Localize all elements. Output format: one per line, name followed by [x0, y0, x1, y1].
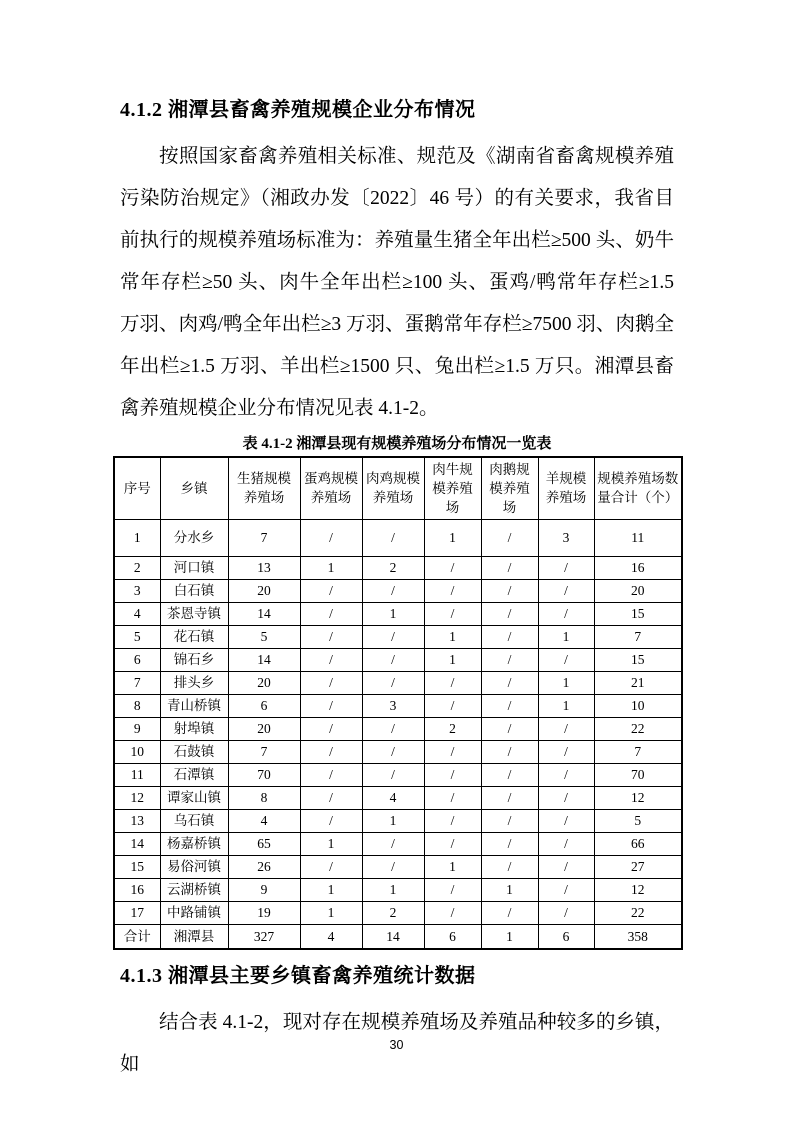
table-cell: /	[538, 648, 594, 671]
table-cell: /	[481, 809, 538, 832]
table-cell: 22	[594, 717, 682, 740]
section-heading-413: 4.1.3 湘潭县主要乡镇畜禽养殖统计数据	[120, 965, 476, 987]
table-cell: /	[481, 740, 538, 763]
table-cell: /	[481, 763, 538, 786]
table-row	[114, 924, 682, 949]
header-sheep-farms: 羊规模养殖场	[538, 457, 594, 519]
table-cell: /	[481, 786, 538, 809]
header-broiler-farms: 肉鸡规模养殖场	[362, 457, 424, 519]
table-cell: 27	[594, 855, 682, 878]
table-cell: /	[300, 763, 362, 786]
table-cell: /	[538, 855, 594, 878]
header-township: 乡镇	[160, 457, 228, 519]
table-cell: 65	[228, 832, 300, 855]
table-cell: 1	[424, 519, 481, 556]
table-cell: 11	[114, 763, 160, 786]
table-row	[114, 740, 682, 763]
table-cell: 12	[594, 786, 682, 809]
table-cell: 16	[114, 878, 160, 901]
table-cell: 2	[424, 717, 481, 740]
table-cell: 6	[228, 694, 300, 717]
table-cell: /	[300, 602, 362, 625]
table-cell: 3	[114, 579, 160, 602]
table-cell: /	[424, 878, 481, 901]
table-cell: /	[424, 602, 481, 625]
table-cell: /	[362, 740, 424, 763]
table-cell: /	[362, 519, 424, 556]
table-cell: 5	[594, 809, 682, 832]
table-cell: 17	[114, 901, 160, 924]
table-cell: /	[481, 855, 538, 878]
table-cell: /	[424, 832, 481, 855]
table-cell: 1	[300, 832, 362, 855]
table-cell: 易俗河镇	[160, 855, 228, 878]
table-cell: /	[538, 763, 594, 786]
table-cell: 14	[228, 648, 300, 671]
table-cell: /	[481, 671, 538, 694]
table-cell: /	[300, 786, 362, 809]
table-cell: /	[538, 809, 594, 832]
table-cell: 70	[594, 763, 682, 786]
table-cell: 3	[538, 519, 594, 556]
table-cell: 白石镇	[160, 579, 228, 602]
table-cell: 花石镇	[160, 625, 228, 648]
table-cell: /	[362, 763, 424, 786]
table-cell: 4	[300, 924, 362, 949]
table-cell: 合计	[114, 924, 160, 949]
table-cell: 66	[594, 832, 682, 855]
table-caption: 表 4.1-2 湘潭县现有规模养殖场分布情况一览表	[242, 436, 552, 452]
table-cell: 4	[228, 809, 300, 832]
table-cell: 1	[481, 924, 538, 949]
page-content	[120, 96, 679, 1086]
table-row	[114, 519, 682, 556]
table-cell: 15	[114, 855, 160, 878]
section-412-paragraph: 按照国家畜禽养殖相关标准、规范及《湖南省畜禽规模养殖污染防治规定》（湘政办发〔2022〕46 号）的有关要求，我省目前执行的规模养殖场标准为：养殖量生猪全年出栏≥500 头、奶牛常年存栏≥50 头、肉牛全年出栏≥100 头、蛋鸡/鸭常年存栏≥1.5 万羽、肉鸡/鸭全年出栏≥3 万羽、蛋鹅常年存栏≥7500 羽、肉鹅全年出栏≥1.5 万羽、羊出栏≥1500 只、兔出栏≥1.5 万只。湘潭县畜禽养殖规模企业分布情况见表 4.1-2。	[120, 146, 674, 419]
table-row	[114, 832, 682, 855]
table-cell: 茶恩寺镇	[160, 602, 228, 625]
table-cell: /	[481, 579, 538, 602]
table-cell: /	[481, 602, 538, 625]
table-row	[114, 648, 682, 671]
table-cell: /	[300, 648, 362, 671]
table-row	[114, 878, 682, 901]
table-cell: 2	[114, 556, 160, 579]
table-body	[114, 519, 682, 949]
page-number: 30	[389, 1038, 404, 1052]
table-cell: 13	[114, 809, 160, 832]
table-row	[114, 809, 682, 832]
table-cell: 14	[114, 832, 160, 855]
table-cell: /	[481, 625, 538, 648]
table-cell: 石鼓镇	[160, 740, 228, 763]
table-cell: /	[362, 648, 424, 671]
table-cell: 7	[594, 740, 682, 763]
table-cell: 11	[594, 519, 682, 556]
table-cell: /	[300, 671, 362, 694]
table-cell: 谭家山镇	[160, 786, 228, 809]
table-cell: 13	[228, 556, 300, 579]
table-cell: /	[538, 579, 594, 602]
table-cell: /	[538, 717, 594, 740]
table-cell: /	[424, 763, 481, 786]
table-cell: 7	[228, 519, 300, 556]
table-row	[114, 671, 682, 694]
table-cell: 9	[114, 717, 160, 740]
header-index: 序号	[114, 457, 160, 519]
table-cell: 4	[362, 786, 424, 809]
table-cell: 8	[114, 694, 160, 717]
table-row	[114, 556, 682, 579]
table-cell: 358	[594, 924, 682, 949]
table-cell: /	[424, 901, 481, 924]
header-goose-farms: 肉鹅规模养殖场	[481, 457, 538, 519]
table-cell: /	[424, 671, 481, 694]
table-cell: 3	[362, 694, 424, 717]
table-cell: 1	[114, 519, 160, 556]
table-cell: /	[300, 694, 362, 717]
table-cell: 1	[362, 878, 424, 901]
table-cell: 16	[594, 556, 682, 579]
table-cell: 排头乡	[160, 671, 228, 694]
table-cell: /	[362, 625, 424, 648]
table-cell: /	[300, 717, 362, 740]
table-cell: 1	[538, 671, 594, 694]
table-cell: 4	[114, 602, 160, 625]
table-cell: 1	[300, 556, 362, 579]
table-cell: 14	[228, 602, 300, 625]
table-cell: /	[538, 878, 594, 901]
table-cell: 70	[228, 763, 300, 786]
table-cell: /	[424, 579, 481, 602]
table-cell: 射埠镇	[160, 717, 228, 740]
table-cell: 6	[114, 648, 160, 671]
table-cell: 6	[424, 924, 481, 949]
header-total-count: 规模养殖场数量合计（个）	[594, 457, 682, 519]
table-cell: 12	[594, 878, 682, 901]
table-row	[114, 901, 682, 924]
table-cell: 7	[114, 671, 160, 694]
table-row	[114, 717, 682, 740]
table-cell: 19	[228, 901, 300, 924]
table-cell: /	[538, 786, 594, 809]
table-cell: /	[481, 694, 538, 717]
table-cell: /	[481, 717, 538, 740]
table-cell: /	[538, 602, 594, 625]
table-cell: 10	[114, 740, 160, 763]
table-cell: 湘潭县	[160, 924, 228, 949]
table-cell: 青山桥镇	[160, 694, 228, 717]
table-cell: /	[538, 740, 594, 763]
table-cell: 1	[538, 694, 594, 717]
table-cell: 云湖桥镇	[160, 878, 228, 901]
table-cell: /	[424, 694, 481, 717]
table-row	[114, 763, 682, 786]
table-cell: 锦石乡	[160, 648, 228, 671]
table-cell: /	[300, 855, 362, 878]
table-cell: 1	[362, 809, 424, 832]
table-cell: 2	[362, 556, 424, 579]
table-cell: /	[424, 786, 481, 809]
section-heading-412: 4.1.2 湘潭县畜禽养殖规模企业分布情况	[120, 99, 476, 121]
table-cell: 20	[228, 717, 300, 740]
table-cell: /	[481, 901, 538, 924]
table-cell: /	[481, 519, 538, 556]
table-cell: /	[362, 832, 424, 855]
table-cell: /	[481, 832, 538, 855]
table-cell: 21	[594, 671, 682, 694]
table-cell: 1	[300, 878, 362, 901]
table-cell: 6	[538, 924, 594, 949]
table-cell: /	[538, 901, 594, 924]
table-cell: 1	[424, 648, 481, 671]
table-row	[114, 855, 682, 878]
livestock-farm-table	[113, 456, 683, 950]
table-cell: 10	[594, 694, 682, 717]
table-cell: /	[424, 556, 481, 579]
table-cell: 7	[594, 625, 682, 648]
table-cell: 1	[538, 625, 594, 648]
table-header-row	[114, 457, 682, 519]
table-cell: 分水乡	[160, 519, 228, 556]
table-cell: 1	[424, 625, 481, 648]
table-cell: /	[481, 648, 538, 671]
header-pig-farms: 生猪规模养殖场	[228, 457, 300, 519]
table-row	[114, 602, 682, 625]
table-cell: 5	[114, 625, 160, 648]
table-cell: 20	[228, 671, 300, 694]
table-cell: 26	[228, 855, 300, 878]
table-cell: 杨嘉桥镇	[160, 832, 228, 855]
table-cell: /	[362, 855, 424, 878]
table-row	[114, 694, 682, 717]
table-cell: 1	[300, 901, 362, 924]
table-cell: 1	[362, 602, 424, 625]
table-cell: 石潭镇	[160, 763, 228, 786]
table-cell: /	[362, 579, 424, 602]
table-cell: /	[300, 579, 362, 602]
table-cell: 15	[594, 648, 682, 671]
table-cell: 327	[228, 924, 300, 949]
table-cell: 20	[228, 579, 300, 602]
table-cell: /	[538, 832, 594, 855]
table-cell: 河口镇	[160, 556, 228, 579]
header-beef-cattle-farms: 肉牛规模养殖场	[424, 457, 481, 519]
table-cell: 2	[362, 901, 424, 924]
table-cell: /	[424, 740, 481, 763]
table-row	[114, 625, 682, 648]
table-cell: 22	[594, 901, 682, 924]
table-cell: /	[424, 809, 481, 832]
table-cell: 5	[228, 625, 300, 648]
table-cell: /	[362, 671, 424, 694]
table-cell: 9	[228, 878, 300, 901]
table-cell: 1	[424, 855, 481, 878]
table-cell: 7	[228, 740, 300, 763]
table-cell: 中路铺镇	[160, 901, 228, 924]
table-cell: 12	[114, 786, 160, 809]
table-cell: /	[538, 556, 594, 579]
table-cell: 20	[594, 579, 682, 602]
table-cell: /	[300, 740, 362, 763]
table-cell: /	[300, 809, 362, 832]
table-cell: /	[300, 625, 362, 648]
table-row	[114, 786, 682, 809]
table-cell: /	[300, 519, 362, 556]
table-cell: 14	[362, 924, 424, 949]
table-cell: 15	[594, 602, 682, 625]
table-row	[114, 579, 682, 602]
table-cell: 乌石镇	[160, 809, 228, 832]
table-cell: /	[362, 717, 424, 740]
table-cell: 8	[228, 786, 300, 809]
table-cell: /	[481, 556, 538, 579]
table-cell: 1	[481, 878, 538, 901]
header-layer-hen-farms: 蛋鸡规模养殖场	[300, 457, 362, 519]
section-413-paragraph: 结合表 4.1-2，现对存在规模养殖场及养殖品种较多的乡镇，如	[120, 1012, 674, 1075]
